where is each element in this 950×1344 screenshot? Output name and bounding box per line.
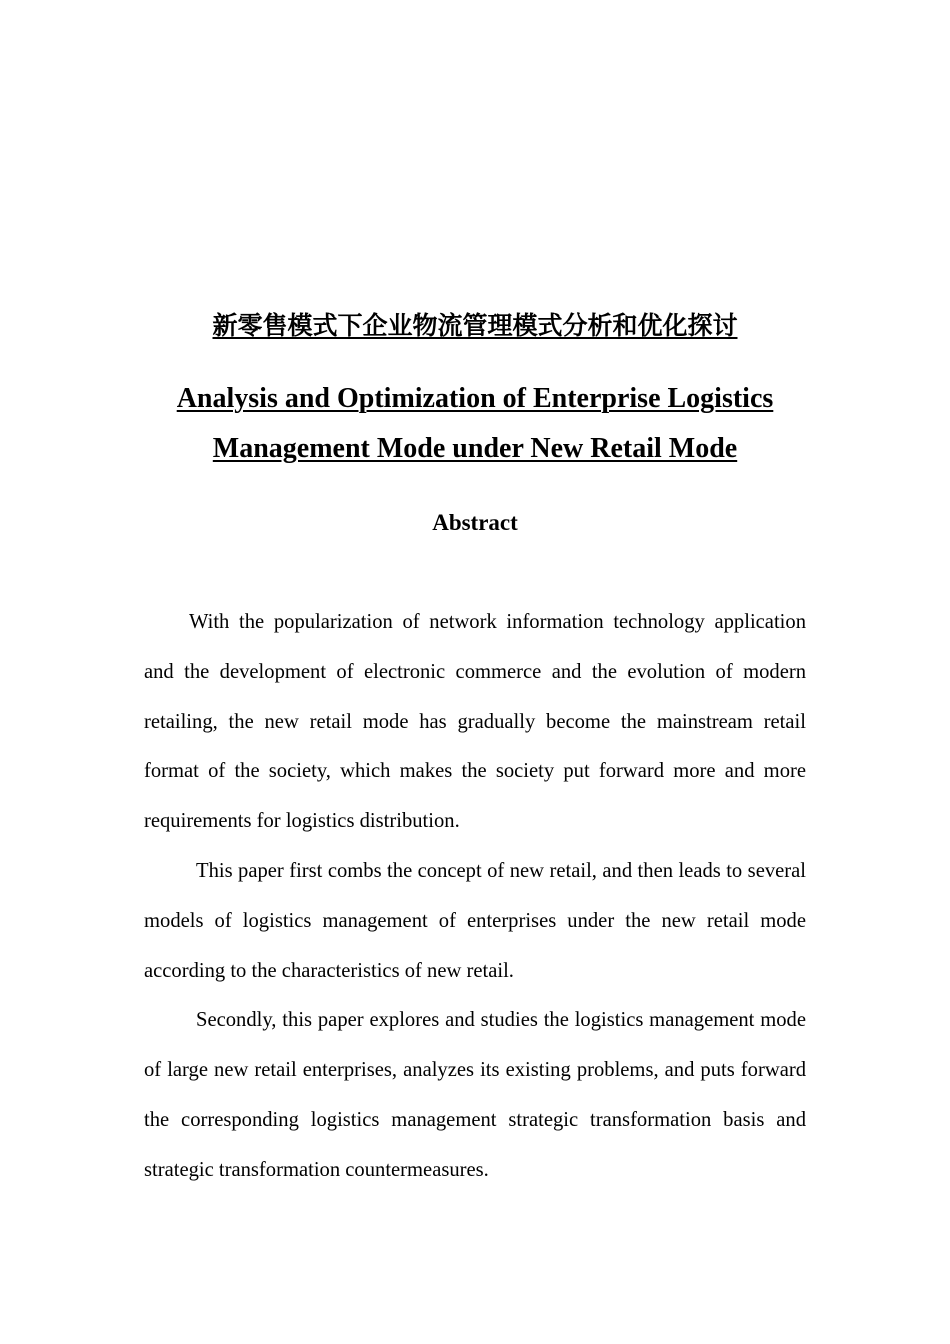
- english-title-line-2: Management Mode under New Retail Mode: [212, 433, 738, 464]
- abstract-paragraph-3: Secondly, this paper explores and studies the logistics management mode of large new retail enterprises, analyzes its existing problems, and puts forward the corresponding logistics management strategic transformation basis and strategic transformation countermeasures.: [144, 1009, 806, 1181]
- abstract-body: [144, 598, 806, 1196]
- abstract-paragraph-1: With the popularization of network information technology application and the development of electronic commerce and the evolution of modern retailing, the new retail mode has gradually become the mainstream retail format of the society, which makes the society put forward more and more requirements for logistics distribution.: [144, 611, 806, 833]
- abstract-heading: Abstract: [432, 510, 518, 535]
- abstract-paragraph-2: This paper first combs the concept of new retail, and then leads to several models of logistics management of enterprises under the new retail mode according to the characteristics of new retail.: [144, 859, 806, 982]
- english-title: [120, 374, 830, 474]
- chinese-title: 新零售模式下企业物流管理模式分析和优化探讨: [212, 311, 738, 340]
- english-title-line-1: Analysis and Optimization of Enterprise Logistics: [176, 383, 774, 414]
